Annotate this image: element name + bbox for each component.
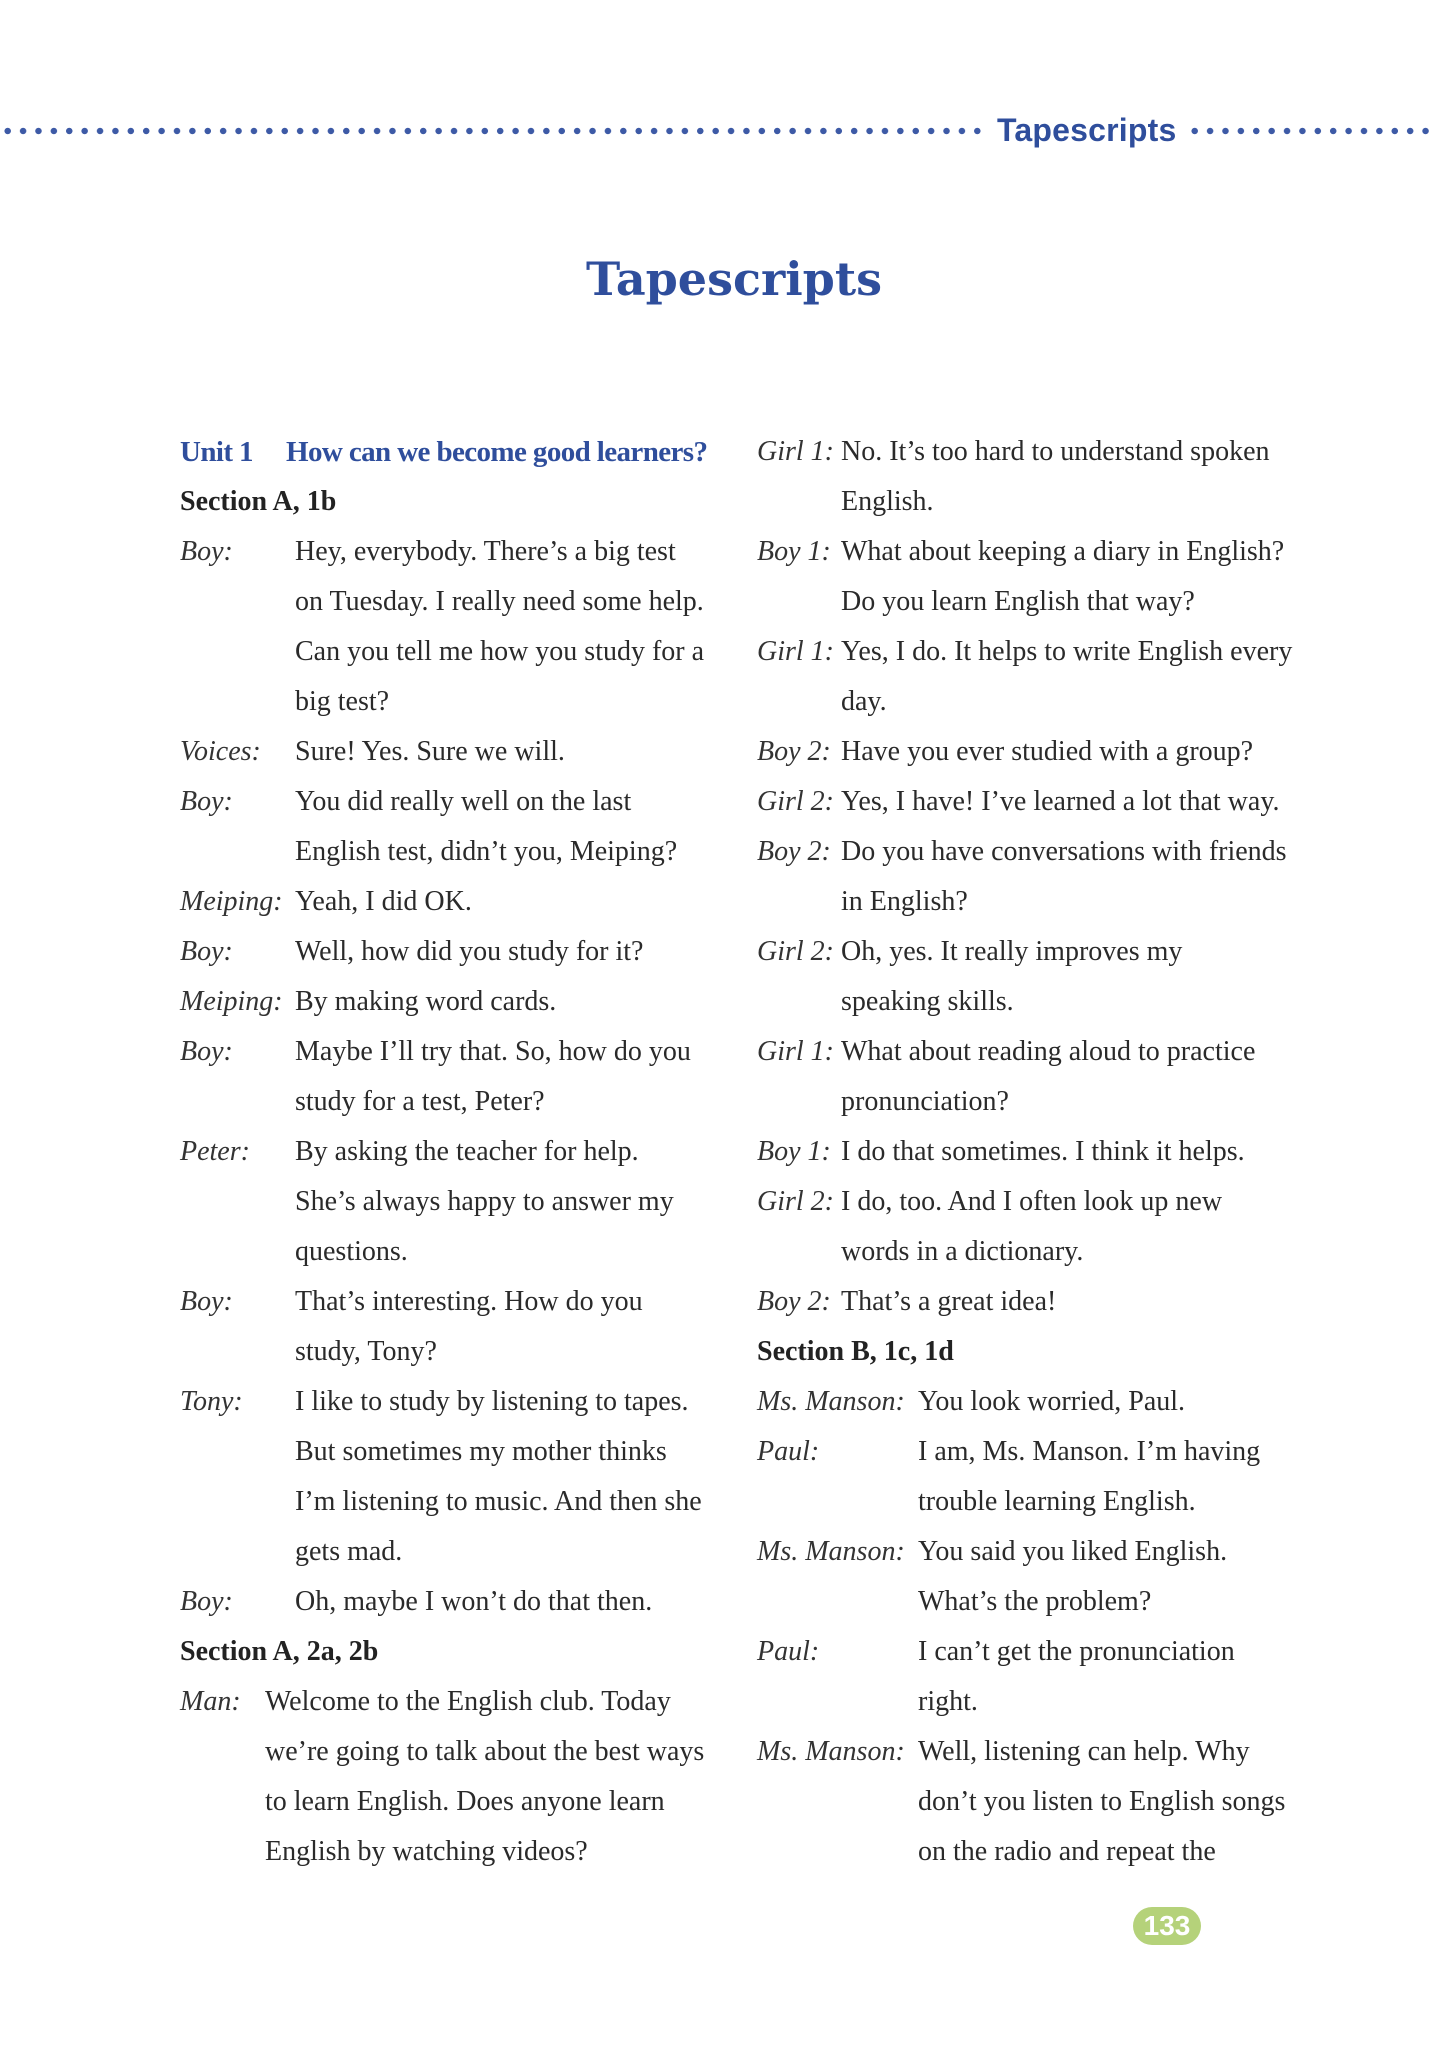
dialogue-text: Oh, maybe I won’t do that then. bbox=[295, 1586, 653, 1617]
dialogue-text: on the radio and repeat the bbox=[918, 1836, 1216, 1867]
dialogue-text: Maybe I’ll try that. So, how do you bbox=[295, 1036, 691, 1067]
dialogue-text: Do you learn English that way? bbox=[841, 586, 1195, 617]
speaker-label: Boy: bbox=[180, 936, 233, 967]
dialogue-line bbox=[757, 1727, 1297, 1777]
dialogue-text: No. It’s too hard to understand spoken bbox=[841, 436, 1270, 467]
dialogue-text: English test, didn’t you, Meiping? bbox=[295, 836, 678, 867]
dialogue-text: What about reading aloud to practice bbox=[841, 1036, 1256, 1067]
speaker-label: Boy: bbox=[180, 1286, 233, 1317]
dialogue-text: Yeah, I did OK. bbox=[295, 886, 472, 917]
speaker-label: Man: bbox=[180, 1686, 241, 1717]
dialogue-line bbox=[180, 1377, 740, 1427]
unit-topic: How can we become good learners? bbox=[286, 436, 708, 468]
dialogue-line bbox=[180, 677, 740, 727]
speaker-label: Girl 1: bbox=[757, 436, 834, 467]
speaker-label: Girl 1: bbox=[757, 636, 834, 667]
dialogue-text: English. bbox=[841, 486, 934, 517]
dialogue-line bbox=[757, 1227, 1297, 1277]
dialogue-line bbox=[757, 627, 1297, 677]
dialogue-text: pronunciation? bbox=[841, 1086, 1009, 1117]
right-column bbox=[757, 427, 1297, 1877]
unit-label: Unit 1 bbox=[180, 436, 253, 468]
dialogue-text: we’re going to talk about the best ways bbox=[265, 1736, 705, 1767]
speaker-label: Boy: bbox=[180, 786, 233, 817]
dialogue-text: Hey, everybody. There’s a big test bbox=[295, 536, 676, 567]
dialogue-block bbox=[757, 427, 1297, 1327]
dialogue-text: I’m listening to music. And then she bbox=[295, 1486, 702, 1517]
dialogue-line bbox=[180, 577, 740, 627]
speaker-label: Boy 1: bbox=[757, 1136, 831, 1167]
dialogue-text: Oh, yes. It really improves my bbox=[841, 936, 1183, 967]
dialogue-line bbox=[757, 1127, 1297, 1177]
dialogue-line bbox=[180, 1577, 740, 1627]
dialogue-line bbox=[180, 877, 740, 927]
dialogue-text: By making word cards. bbox=[295, 986, 557, 1017]
section-heading: Section A, 1b bbox=[180, 486, 337, 517]
dialogue-text: big test? bbox=[295, 686, 390, 717]
running-header bbox=[0, 112, 1434, 148]
speaker-label: Girl 2: bbox=[757, 936, 834, 967]
dialogue-text: I do, too. And I often look up new bbox=[841, 1186, 1223, 1217]
dotted-rule-right bbox=[1187, 126, 1434, 136]
dialogue-line bbox=[757, 1627, 1297, 1677]
dialogue-line bbox=[757, 1377, 1297, 1427]
speaker-label: Tony: bbox=[180, 1386, 243, 1417]
dialogue-line bbox=[757, 1777, 1297, 1827]
dialogue-line bbox=[757, 1027, 1297, 1077]
dialogue-text: By asking the teacher for help. bbox=[295, 1136, 639, 1167]
dialogue-text: questions. bbox=[295, 1236, 408, 1267]
dialogue-line bbox=[180, 1027, 740, 1077]
speaker-label: Boy: bbox=[180, 1036, 233, 1067]
dialogue-text: She’s always happy to answer my bbox=[295, 1186, 674, 1217]
dialogue-line bbox=[757, 527, 1297, 577]
dialogue-text: study, Tony? bbox=[295, 1336, 437, 1367]
dialogue-line bbox=[757, 1177, 1297, 1227]
dialogue-line bbox=[757, 827, 1297, 877]
speaker-label: Boy 2: bbox=[757, 1286, 831, 1317]
dialogue-line bbox=[757, 477, 1297, 527]
dialogue-line bbox=[180, 927, 740, 977]
running-header-title: Tapescripts bbox=[997, 112, 1177, 148]
dialogue-text: That’s a great idea! bbox=[841, 1286, 1057, 1317]
dialogue-line bbox=[757, 977, 1297, 1027]
dialogue-line bbox=[180, 1527, 740, 1577]
speaker-label: Boy 1: bbox=[757, 536, 831, 567]
dialogue-text: I am, Ms. Manson. I’m having bbox=[918, 1436, 1261, 1467]
dialogue-line bbox=[757, 577, 1297, 627]
dialogue-line bbox=[180, 727, 740, 777]
dialogue-line bbox=[757, 1677, 1297, 1727]
dialogue-text: I like to study by listening to tapes. bbox=[295, 1386, 689, 1417]
dialogue-line bbox=[757, 1077, 1297, 1127]
dialogue-line bbox=[757, 777, 1297, 827]
dialogue-line bbox=[180, 1427, 740, 1477]
dialogue-text: Well, how did you study for it? bbox=[295, 936, 644, 967]
speaker-label: Peter: bbox=[180, 1136, 250, 1167]
speaker-label: Ms. Manson: bbox=[757, 1536, 905, 1567]
dialogue-line bbox=[757, 1577, 1297, 1627]
dialogue-line bbox=[757, 1527, 1297, 1577]
dialogue-text: Well, listening can help. Why bbox=[918, 1736, 1250, 1767]
speaker-label: Girl 2: bbox=[757, 1186, 834, 1217]
dialogue-line bbox=[180, 1277, 740, 1327]
dialogue-text: Yes, I do. It helps to write English every bbox=[841, 636, 1293, 667]
dialogue-line bbox=[180, 1677, 740, 1727]
speaker-label: Ms. Manson: bbox=[757, 1736, 905, 1767]
speaker-label: Boy 2: bbox=[757, 736, 831, 767]
dialogue-text: trouble learning English. bbox=[918, 1486, 1196, 1517]
dialogue-line bbox=[757, 927, 1297, 977]
speaker-label: Girl 2: bbox=[757, 786, 834, 817]
dialogue-line bbox=[180, 1177, 740, 1227]
left-column bbox=[180, 427, 740, 1877]
dialogue-line bbox=[180, 1827, 740, 1877]
dialogue-line bbox=[180, 1327, 740, 1377]
dialogue-line bbox=[180, 1727, 740, 1777]
dialogue-text: don’t you listen to English songs bbox=[918, 1786, 1286, 1817]
speaker-label: Voices: bbox=[180, 736, 261, 767]
dialogue-text: words in a dictionary. bbox=[841, 1236, 1084, 1267]
dialogue-line bbox=[757, 1477, 1297, 1527]
dialogue-text: English by watching videos? bbox=[265, 1836, 588, 1867]
dialogue-text: day. bbox=[841, 686, 887, 717]
speaker-label: Paul: bbox=[757, 1636, 820, 1667]
dialogue-text: You said you liked English. bbox=[918, 1536, 1228, 1567]
dialogue-text: You did really well on the last bbox=[295, 786, 632, 817]
dialogue-line bbox=[757, 677, 1297, 727]
dialogue-block bbox=[180, 527, 740, 1627]
dialogue-line bbox=[757, 877, 1297, 927]
dialogue-line bbox=[757, 1827, 1297, 1877]
dialogue-text: right. bbox=[918, 1686, 978, 1717]
section-heading: Section A, 2a, 2b bbox=[180, 1636, 379, 1667]
dialogue-text: Yes, I have! I’ve learned a lot that way. bbox=[841, 786, 1280, 817]
dialogue-text: Sure! Yes. Sure we will. bbox=[295, 736, 565, 767]
dialogue-line bbox=[180, 1127, 740, 1177]
dotted-rule-left bbox=[0, 126, 985, 136]
speaker-label: Meiping: bbox=[180, 986, 283, 1017]
speaker-label: Meiping: bbox=[180, 886, 283, 917]
speaker-label: Boy: bbox=[180, 536, 233, 567]
dialogue-line bbox=[180, 1227, 740, 1277]
dialogue-text: But sometimes my mother thinks bbox=[295, 1436, 667, 1467]
dialogue-text: What about keeping a diary in English? bbox=[841, 536, 1285, 567]
dialogue-line bbox=[180, 1777, 740, 1827]
dialogue-line bbox=[757, 427, 1297, 477]
dialogue-text: You look worried, Paul. bbox=[918, 1386, 1186, 1417]
dialogue-text: I do that sometimes. I think it helps. bbox=[841, 1136, 1245, 1167]
section-heading: Section B, 1c, 1d bbox=[757, 1336, 954, 1367]
dialogue-line bbox=[757, 727, 1297, 777]
speaker-label: Girl 1: bbox=[757, 1036, 834, 1067]
dialogue-text: gets mad. bbox=[295, 1536, 403, 1567]
speaker-label: Boy 2: bbox=[757, 836, 831, 867]
dialogue-text: I can’t get the pronunciation bbox=[918, 1636, 1235, 1667]
dialogue-line bbox=[180, 777, 740, 827]
speaker-label: Boy: bbox=[180, 1586, 233, 1617]
dialogue-line bbox=[180, 977, 740, 1027]
dialogue-line bbox=[757, 1427, 1297, 1477]
unit-heading bbox=[180, 427, 740, 477]
page-number: 133 bbox=[1133, 1907, 1201, 1945]
dialogue-text: Welcome to the English club. Today bbox=[265, 1686, 671, 1717]
dialogue-text: study for a test, Peter? bbox=[295, 1086, 545, 1117]
speaker-label: Ms. Manson: bbox=[757, 1386, 905, 1417]
dialogue-line bbox=[180, 1477, 740, 1527]
dialogue-text: to learn English. Does anyone learn bbox=[265, 1786, 665, 1817]
dialogue-line bbox=[180, 527, 740, 577]
dialogue-text: speaking skills. bbox=[841, 986, 1014, 1017]
dialogue-line bbox=[180, 1077, 740, 1127]
dialogue-text: Have you ever studied with a group? bbox=[841, 736, 1254, 767]
dialogue-text: That’s interesting. How do you bbox=[295, 1286, 643, 1317]
dialogue-line bbox=[757, 1277, 1297, 1327]
dialogue-block bbox=[180, 1677, 740, 1877]
dialogue-line bbox=[180, 827, 740, 877]
dialogue-text: What’s the problem? bbox=[918, 1586, 1152, 1617]
speaker-label: Paul: bbox=[757, 1436, 820, 1467]
dialogue-block bbox=[757, 1377, 1297, 1877]
dialogue-text: on Tuesday. I really need some help. bbox=[295, 586, 704, 617]
dialogue-text: Do you have conversations with friends bbox=[841, 836, 1287, 867]
dialogue-text: in English? bbox=[841, 886, 968, 917]
page-title: Tapescripts bbox=[586, 252, 882, 306]
dialogue-line bbox=[180, 627, 740, 677]
dialogue-text: Can you tell me how you study for a bbox=[295, 636, 705, 667]
